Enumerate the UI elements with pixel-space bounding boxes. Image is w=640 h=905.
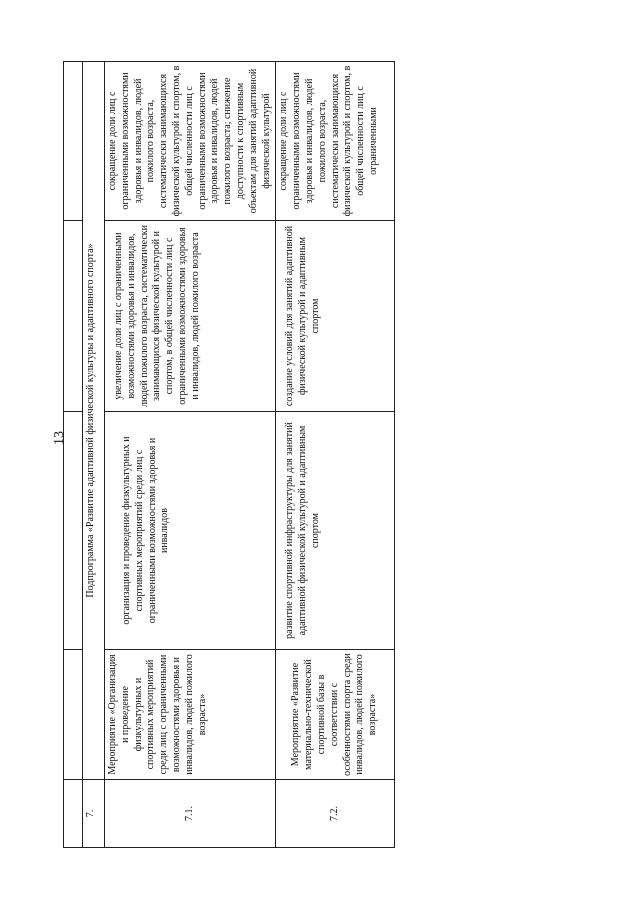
consequence-cell: сокращение доли лиц с ограниченными возможностями здоровья и инвалидов, людей пожилого возраста, систематически занимающихся физической культурой и спортом, в общей численности лиц с ограниченными: [276, 62, 395, 221]
activity-cell: Мероприятие «Развитие материально-технической спортивной базы в соответствии с особенностями спорта среди инвалидов, людей пожилого возраста»: [276, 650, 395, 780]
section-row: [83, 62, 105, 848]
content-cell: организация и проведение физкультурных и спортивных мероприятий среди лиц с ограниченными возможностями здоровья и инвалидов: [105, 412, 276, 650]
result-cell: создание условий для занятий адаптивной физической культурой и адаптивным спортом: [276, 221, 395, 412]
result-cell: увеличение доли лиц с ограниченными возможностями здоровья и инвалидов, людей пожилого возраста, систематически занимающихся физической культурой и спортом, в общей численности лиц с ограниченными возможностями здоровья и инвалидов, людей пожилого возраста: [105, 221, 276, 412]
table-header-row: [64, 62, 83, 848]
section-number: 7.: [83, 780, 105, 848]
table-row: [105, 62, 276, 848]
row-number: 7.1.: [105, 780, 276, 848]
content-cell: развитие спортивной инфраструктуры для занятий адаптивной физической культурой и адаптивным спортом: [276, 412, 395, 650]
page-number: 13: [52, 431, 67, 445]
consequence-cell: сокращение доли лиц с ограниченными возможностями здоровья и инвалидов, людей пожилого возраста, систематически занимающихся физической культурой и спортом, в общей численности лиц с ограниченными возможностями здоровья и инвалидов, людей пожилого возраста; снижение доступности к спортивным объектам для занятий адаптивной физической культурой: [105, 62, 276, 221]
program-table: [63, 61, 395, 848]
rotated-table-wrapper: [63, 62, 395, 848]
row-number: 7.2.: [276, 780, 395, 848]
table-row: [276, 62, 395, 848]
activity-cell: Мероприятие «Организация и проведение физкультурных и спортивных мероприятий среди лиц с ограниченными возможностями здоровья и инвалидов, людей пожилого возраста»: [105, 650, 276, 780]
section-title: Подпрограмма «Развитие адаптивной физической культуры и адаптивного спорта»: [83, 62, 105, 780]
